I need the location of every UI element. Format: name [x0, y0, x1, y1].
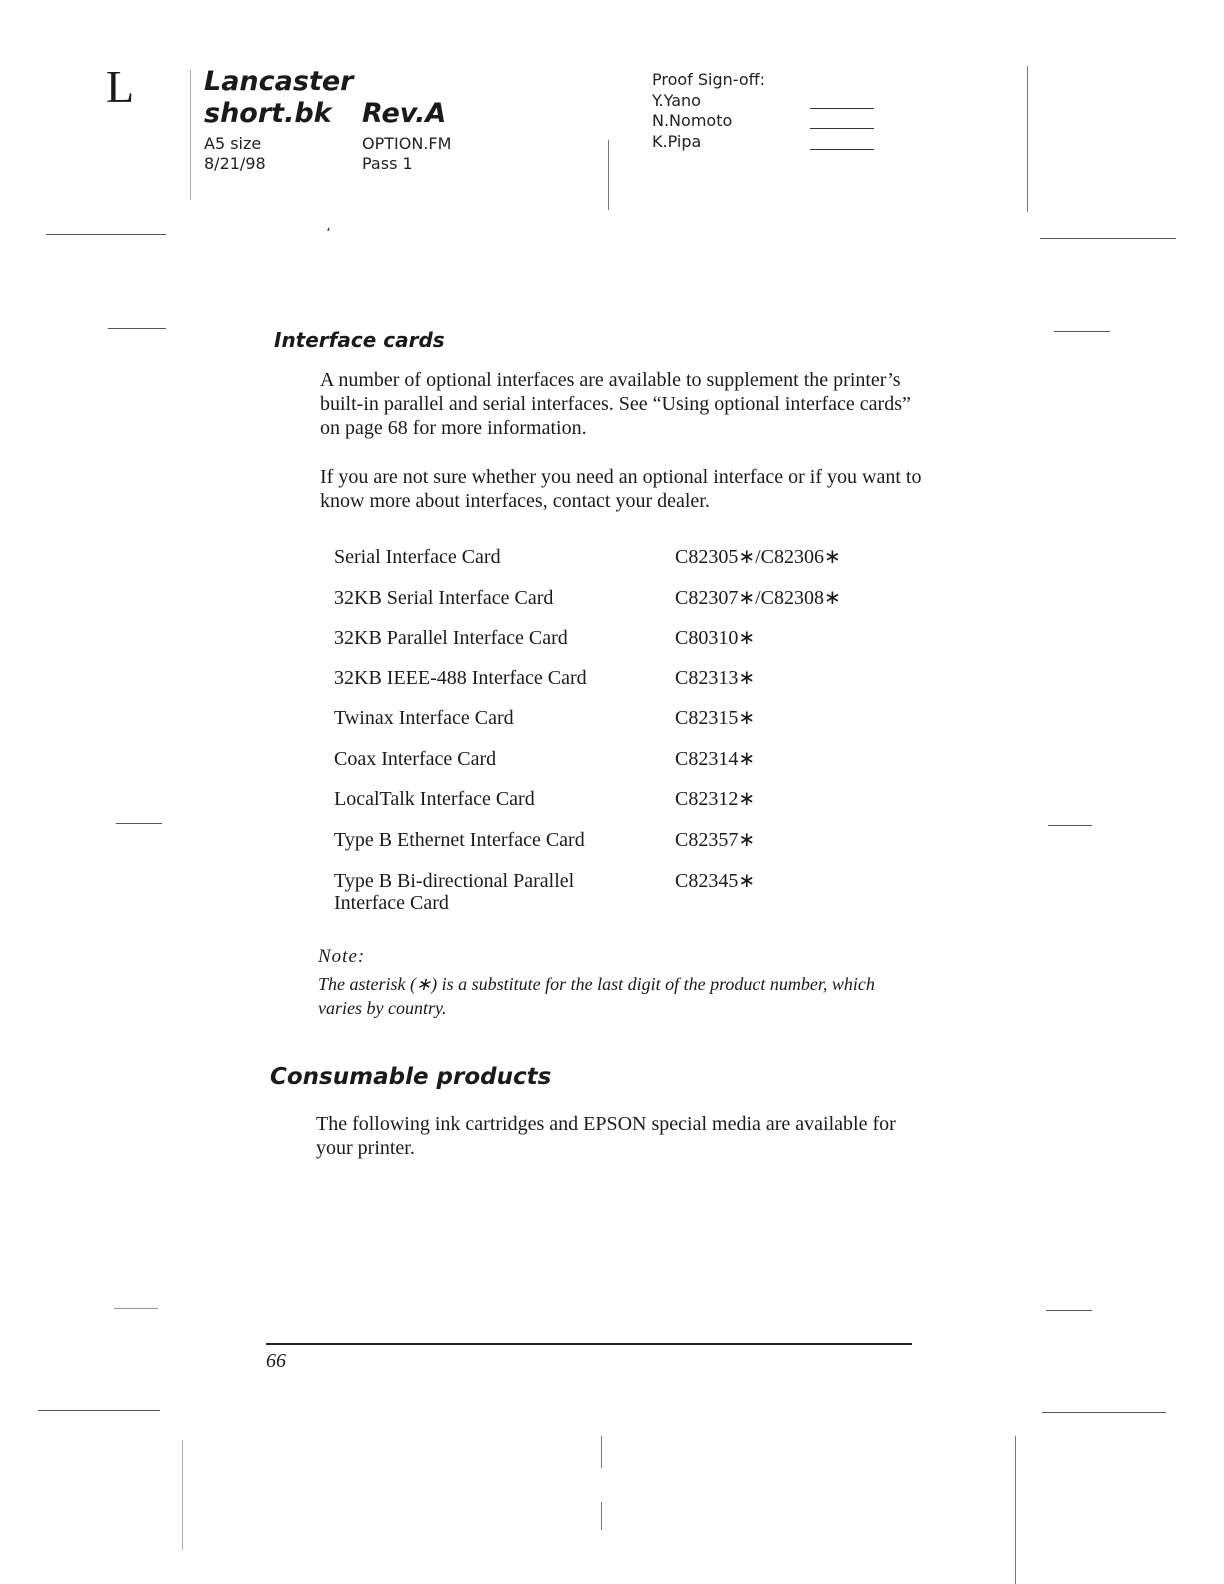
book-title: Lancaster — [204, 66, 354, 97]
registration-line — [1015, 1436, 1016, 1584]
crop-mark — [1054, 331, 1110, 332]
book-file: short.bk — [204, 98, 332, 129]
signoff-name: Y.Yano — [652, 91, 701, 110]
card-code: C82313∗ — [675, 667, 756, 689]
note-text: The asterisk (∗) is a substitute for the last digit of the product number, which varies by country. — [318, 974, 875, 1018]
crop-mark — [108, 328, 166, 329]
signoff-name: N.Nomoto — [652, 111, 733, 130]
pass: Pass 1 — [362, 154, 413, 173]
note-label: Note: — [318, 946, 366, 967]
card-code: C82307∗/C82308∗ — [675, 587, 841, 609]
card-name: 32KB Serial Interface Card — [334, 587, 554, 609]
page-size: A5 size — [204, 134, 262, 153]
crop-mark — [1048, 825, 1092, 826]
crop-mark — [38, 1410, 160, 1411]
card-code: C82305∗/C82306∗ — [675, 546, 841, 568]
stray-mark: ʻ — [326, 226, 331, 242]
signoff-line — [810, 128, 874, 129]
corner-mark: L — [106, 61, 135, 112]
card-name: 32KB IEEE-488 Interface Card — [334, 667, 587, 689]
signoff-name: K.Pipa — [652, 132, 702, 151]
crop-mark — [1042, 1412, 1166, 1413]
card-code: C82314∗ — [675, 748, 756, 770]
registration-line — [1027, 66, 1028, 212]
card-name: 32KB Parallel Interface Card — [334, 627, 568, 649]
crop-mark — [46, 234, 166, 235]
signoff-line — [810, 149, 874, 150]
section-heading-consumables: Consumable products — [270, 1064, 552, 1090]
interface-paragraph-1: A number of optional interfaces are available to supplement the printer’s built-in parallel and serial interfaces. See “Using optional interface cards” on page 68 for more information. — [320, 369, 911, 439]
section-heading-interface: Interface cards — [274, 328, 445, 352]
card-name: Type B Bi-directional Parallel Interface Card — [334, 870, 575, 914]
card-code: C82312∗ — [675, 788, 756, 810]
registration-line — [182, 1440, 183, 1550]
interface-paragraph-2: If you are not sure whether you need an optional interface or if you want to know more about interfaces, contact your dealer. — [320, 466, 922, 512]
registration-line — [190, 70, 191, 200]
proof-label: Proof Sign-off: — [652, 70, 766, 89]
card-code: C82357∗ — [675, 829, 756, 851]
revision: Rev.A — [362, 98, 447, 129]
card-name: LocalTalk Interface Card — [334, 788, 535, 810]
registration-line — [601, 1436, 602, 1468]
file-name: OPTION.FM — [362, 134, 452, 153]
date: 8/21/98 — [204, 154, 266, 173]
card-code: C82315∗ — [675, 707, 756, 729]
registration-line — [601, 1502, 602, 1530]
footer-rule — [266, 1343, 912, 1345]
card-code: C82345∗ — [675, 870, 756, 892]
crop-mark — [1046, 1310, 1092, 1311]
consumables-paragraph: The following ink cartridges and EPSON special media are available for your printer. — [316, 1113, 896, 1159]
page-number: 66 — [266, 1350, 286, 1372]
card-name: Twinax Interface Card — [334, 707, 514, 729]
registration-line — [608, 140, 609, 210]
card-name: Type B Ethernet Interface Card — [334, 829, 585, 851]
crop-mark — [116, 823, 162, 824]
crop-mark — [114, 1308, 158, 1309]
crop-mark — [1040, 238, 1176, 239]
card-code: C80310∗ — [675, 627, 756, 649]
signoff-line — [810, 108, 874, 109]
card-name: Serial Interface Card — [334, 546, 501, 568]
card-name: Coax Interface Card — [334, 748, 497, 770]
